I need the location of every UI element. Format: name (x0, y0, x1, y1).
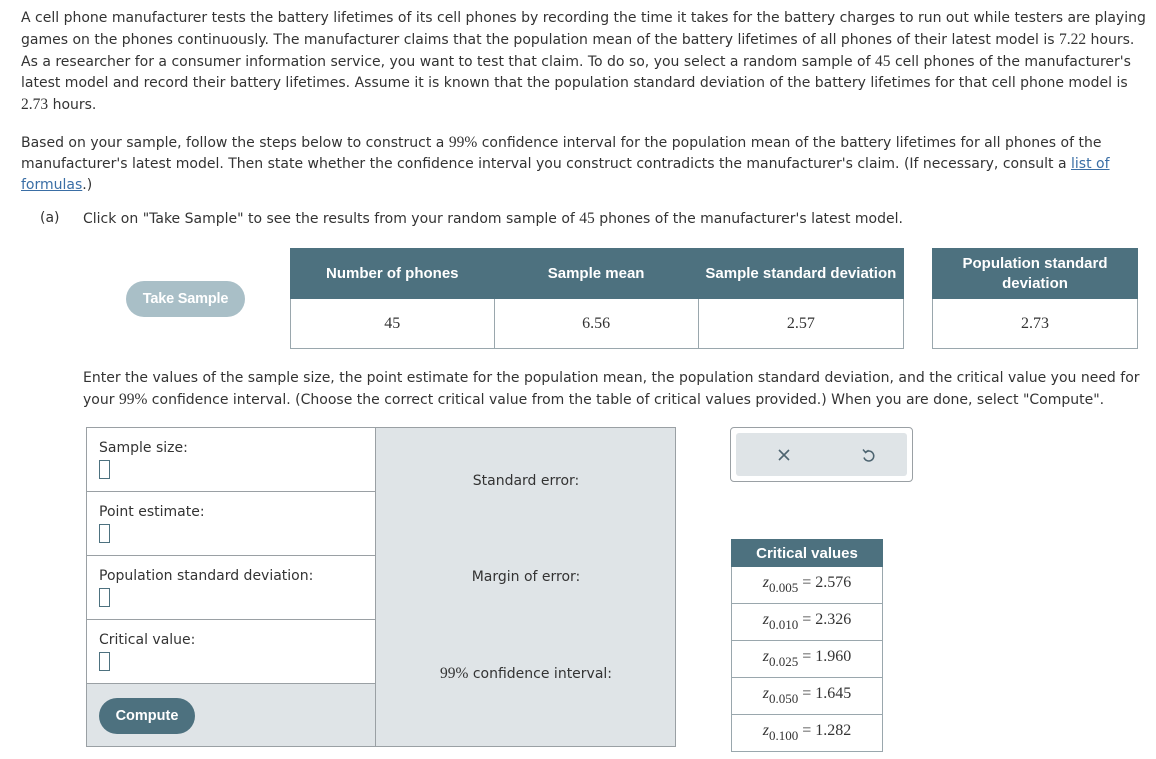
margin-of-error-label: Margin of error: (471, 569, 581, 585)
population-sd-value: 2.73 (21, 96, 49, 113)
standard-error-label: Standard error: (472, 473, 580, 489)
critical-value-input[interactable] (99, 652, 110, 671)
value-population-sd: 2.73 (933, 299, 1138, 349)
part-a-instruction: Click on "Take Sample" to see the results from your random sample of 45 phones of the manufacturer's latest model. (83, 210, 903, 227)
critical-value-row: $z_{0.025} = 1.960$ (732, 641, 883, 678)
value-sample-mean: 6.56 (494, 299, 698, 349)
input-panel (87, 428, 375, 746)
confidence-level: 99% (448, 134, 478, 151)
header-number-of-phones: Number of phones (291, 249, 495, 299)
population-sd-table (932, 248, 1138, 349)
population-sd-row (87, 556, 375, 620)
action-toolbar (730, 427, 913, 482)
population-sd-label: Population standard deviation: (99, 568, 314, 584)
sample-size-row (87, 428, 375, 492)
close-icon[interactable] (773, 444, 795, 466)
critical-value-row: $z_{0.005} = 2.576$ (732, 567, 883, 604)
point-estimate-row (87, 492, 375, 556)
critical-value-label: Critical value: (99, 632, 196, 648)
critical-values-header: Critical values (732, 540, 883, 567)
critical-values-table (731, 539, 883, 752)
output-panel (375, 428, 675, 746)
sample-results-table (290, 248, 904, 349)
point-estimate-label: Point estimate: (99, 504, 205, 520)
value-number-of-phones: 45 (291, 299, 495, 349)
part-a-label: (a) (40, 210, 60, 226)
sample-size-label: Sample size: (99, 440, 188, 456)
header-sample-mean: Sample mean (494, 249, 698, 299)
problem-instructions: Based on your sample, follow the steps below to construct a 99% confidence interval for the population mean of the battery lifetimes for all phones of the manufacturer's latest model. Then state whether the confidence interval you construct contradicts the manufacturer's claim. (If necessary, consult a list of formulas.) (21, 134, 1110, 193)
action-toolbar-inner (736, 433, 907, 476)
confidence-interval-calculator (86, 427, 676, 747)
header-population-sd: Population standard deviation (933, 249, 1138, 299)
undo-icon[interactable] (857, 444, 879, 466)
value-sample-sd: 2.57 (698, 299, 903, 349)
take-sample-button[interactable]: Take Sample (126, 281, 245, 317)
point-estimate-input[interactable] (99, 524, 110, 543)
problem-intro: A cell phone manufacturer tests the battery lifetimes of its cell phones by recording the time it takes for the battery charges to run out while testers are playing games on the phones continuously. The manufacturer claims that the population mean of the battery lifetimes of all phones of their latest model is 7.22 hours. As a researcher for a consumer information service, you want to test that claim. To do so, you select a random sample of 45 cell phones of the manufacturer's latest model and record their battery lifetimes. Assume it is known that the population standard deviation of the battery lifetimes for that cell phone model is 2.73 hours. (21, 10, 1146, 113)
calculator-instructions: Enter the values of the sample size, the point estimate for the population mean, the population standard deviation, and the critical value you need for your 99% confidence interval. (Choose the correct critical value from the table of critical values provided.) When you are done, select "Compute". (83, 370, 1140, 408)
population-sd-input[interactable] (99, 588, 110, 607)
critical-value-row: $z_{0.010} = 2.326$ (732, 604, 883, 641)
compute-area (87, 684, 375, 746)
sample-size-input[interactable] (99, 460, 110, 479)
claimed-mean: 7.22 (1058, 31, 1087, 48)
formulas-link[interactable]: list of formulas (21, 156, 1110, 193)
header-sample-sd: Sample standard deviation (698, 249, 903, 299)
confidence-interval-label: 99% confidence interval: (439, 665, 613, 682)
sample-size-value: 45 (875, 53, 891, 70)
critical-value-row (87, 620, 375, 684)
compute-button[interactable]: Compute (99, 698, 195, 734)
critical-value-row: $z_{0.050} = 1.645$ (732, 678, 883, 715)
critical-value-row: $z_{0.100} = 1.282$ (732, 715, 883, 752)
